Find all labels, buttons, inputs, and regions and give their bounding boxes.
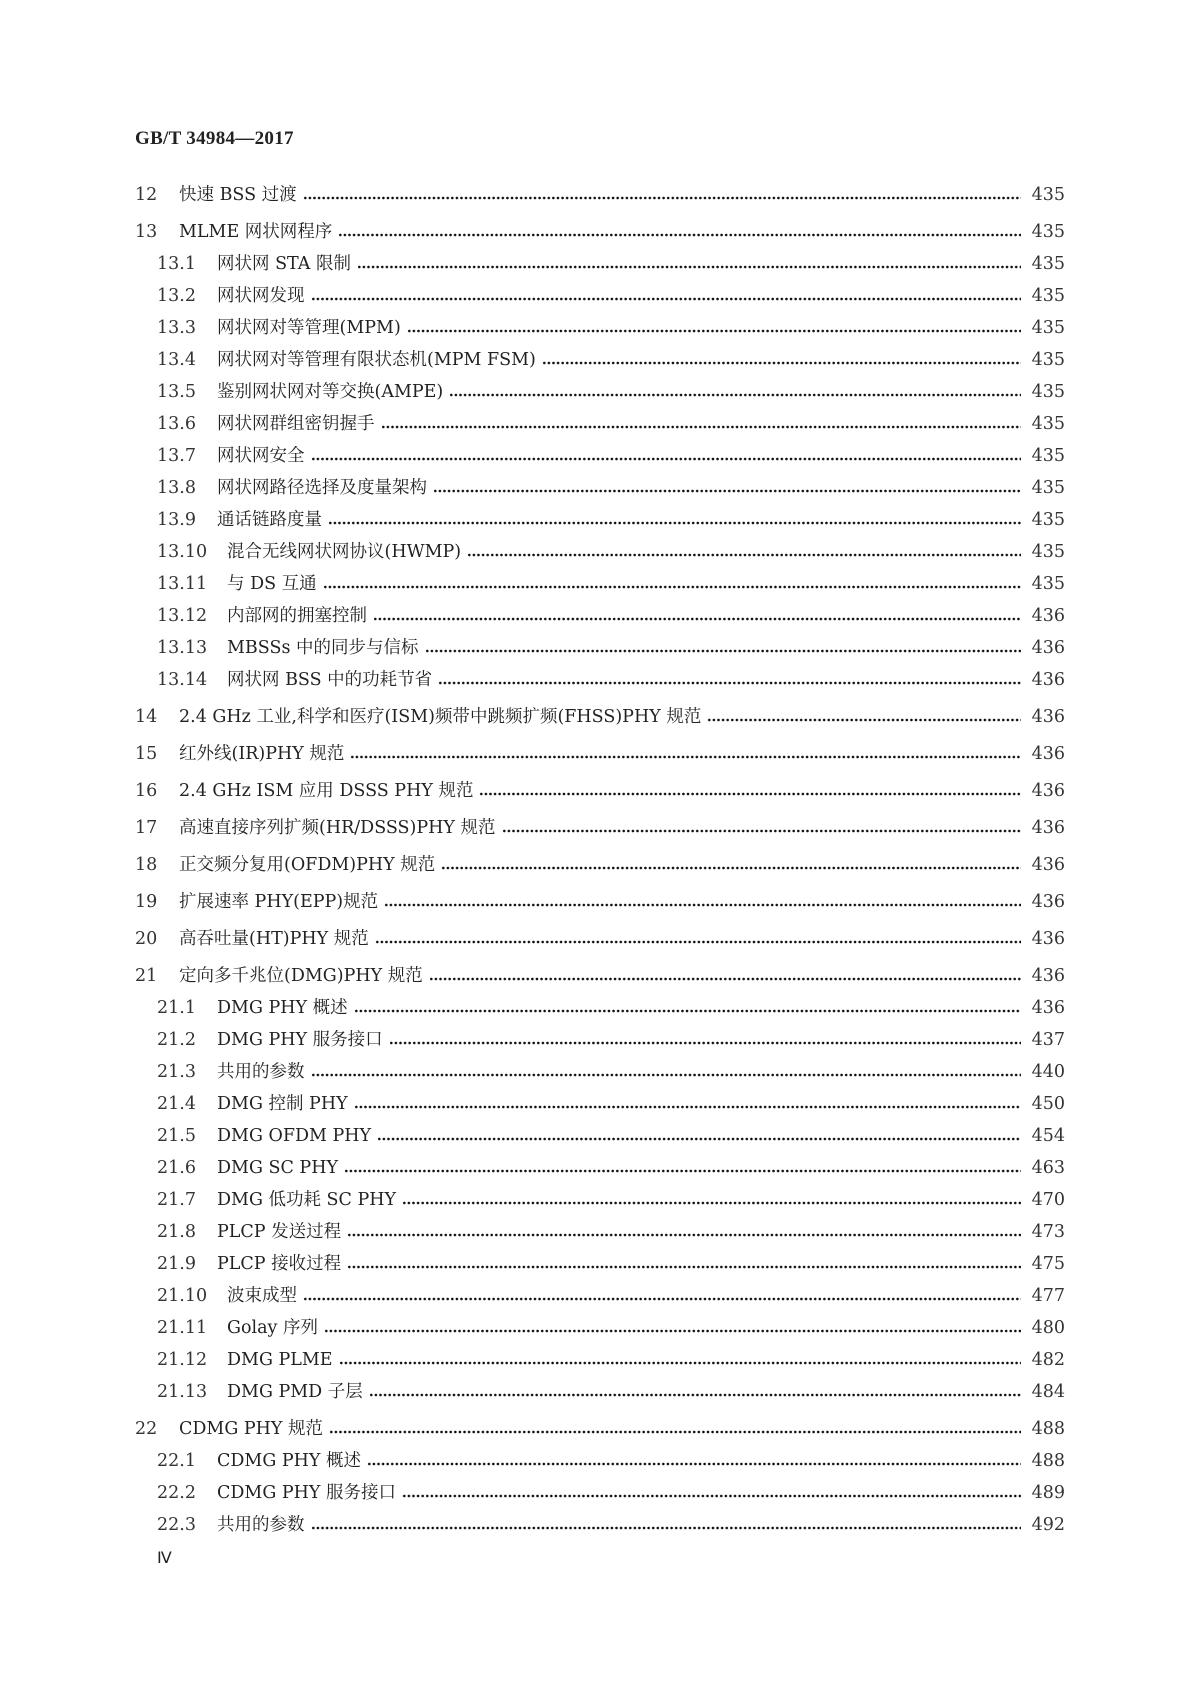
toc-entry-title: 网状网安全 (217, 440, 311, 472)
dot-leader (311, 296, 1022, 302)
toc-entry-title: 正交频分复用(OFDM)PHY 规范 (179, 849, 441, 881)
toc-entry-title: 网状网 STA 限制 (217, 248, 357, 280)
page-number-footer: Ⅳ (157, 1550, 172, 1567)
dot-leader (369, 1392, 1021, 1398)
toc-entry[interactable] (0, 536, 1191, 568)
toc-entry-number: 21.3 (157, 1062, 196, 1082)
toc-entry[interactable] (0, 1344, 1191, 1376)
dot-leader (381, 424, 1022, 430)
toc-entry[interactable] (0, 632, 1191, 664)
toc-entry-number: 21.1 (157, 998, 196, 1018)
dot-leader (375, 939, 1021, 945)
toc-entry[interactable] (0, 408, 1191, 440)
toc-entry-number: 13.10 (157, 542, 208, 562)
toc-entry-title: PLCP 接收过程 (217, 1248, 347, 1280)
toc-entry-title: DMG 控制 PHY (217, 1088, 354, 1120)
toc-entry-number: 22.1 (157, 1451, 196, 1471)
dot-leader (344, 1168, 1021, 1174)
toc-entry-title: 网状网路径选择及度量架构 (217, 472, 433, 504)
toc-entry-page: 436 (1031, 781, 1065, 801)
toc-entry-number: 13.13 (157, 638, 208, 658)
toc-entry-title: 快速 BSS 过渡 (179, 179, 303, 211)
toc-entry-number: 13.8 (157, 478, 196, 498)
toc-entry-title: 网状网对等管理有限状态机(MPM FSM) (217, 344, 542, 376)
toc-entry-number: 21.2 (157, 1030, 196, 1050)
toc-entry[interactable] (0, 1413, 1191, 1445)
toc-entry[interactable] (0, 312, 1191, 344)
toc-entry-page: 436 (1031, 818, 1065, 838)
toc-entry-title: 网状网 BSS 中的功耗节省 (227, 664, 438, 696)
toc-entry[interactable] (0, 1088, 1191, 1120)
toc-entry[interactable] (0, 344, 1191, 376)
toc-entry-page: 440 (1031, 1062, 1065, 1082)
toc-entry-page: 435 (1031, 350, 1065, 370)
toc-entry-title: 波束成型 (227, 1280, 303, 1312)
toc-entry-title: 网状网群组密钥握手 (217, 408, 381, 440)
toc-entry-title: 高吞吐量(HT)PHY 规范 (179, 923, 375, 955)
toc-entry[interactable] (0, 1445, 1191, 1477)
toc-entry-number: 22.3 (157, 1515, 196, 1535)
toc-entry-page: 435 (1031, 222, 1065, 242)
toc-entry-number: 13.9 (157, 510, 196, 530)
toc-entry-page: 435 (1031, 510, 1065, 530)
toc-entry[interactable] (0, 440, 1191, 472)
dot-leader (338, 232, 1021, 238)
toc-entry-number: 18 (135, 855, 158, 875)
dot-leader (407, 328, 1021, 334)
dot-leader (429, 976, 1021, 982)
toc-entry-number: 13.3 (157, 318, 196, 338)
toc-entry[interactable] (0, 1152, 1191, 1184)
toc-entry-title: CDMG PHY 服务接口 (217, 1477, 402, 1509)
toc-entry-title: MLME 网状网程序 (179, 216, 338, 248)
toc-entry[interactable] (0, 738, 1191, 770)
toc-entry-page: 463 (1031, 1158, 1065, 1178)
toc-entry-number: 12 (135, 185, 158, 205)
toc-entry-number: 21.6 (157, 1158, 196, 1178)
toc-entry-title: DMG SC PHY (217, 1152, 344, 1184)
toc-entry[interactable] (0, 1376, 1191, 1408)
toc-entry-page: 435 (1031, 185, 1065, 205)
dot-leader (449, 392, 1021, 398)
toc-entry-title: 高速直接序列扩频(HR/DSSS)PHY 规范 (179, 812, 502, 844)
dot-leader (502, 828, 1021, 834)
toc-entry-number: 16 (135, 781, 158, 801)
toc-entry-number: 21.12 (157, 1350, 208, 1370)
toc-entry-number: 13.6 (157, 414, 196, 434)
toc-entry-title: 内部网的拥塞控制 (227, 600, 373, 632)
toc-entry-title: DMG OFDM PHY (217, 1120, 377, 1152)
toc-entry-title: DMG PHY 服务接口 (217, 1024, 389, 1056)
toc-entry-page: 492 (1031, 1515, 1065, 1535)
toc-entry-number: 13.1 (157, 254, 196, 274)
dot-leader (467, 552, 1021, 558)
toc-entry[interactable] (0, 1248, 1191, 1280)
toc-entry-title: Golay 序列 (227, 1312, 324, 1344)
dot-leader (402, 1493, 1021, 1499)
toc-entry-title: MBSSs 中的同步与信标 (227, 632, 425, 664)
toc-entry[interactable] (0, 1477, 1191, 1509)
toc-entry-title: 鉴别网状网对等交换(AMPE) (217, 376, 449, 408)
toc-entry-page: 489 (1031, 1483, 1065, 1503)
toc-entry-page: 436 (1031, 929, 1065, 949)
toc-entry-page: 435 (1031, 318, 1065, 338)
toc-entry-number: 13.11 (157, 574, 208, 594)
toc-entry-page: 435 (1031, 286, 1065, 306)
dot-leader (357, 264, 1021, 270)
dot-leader (311, 456, 1022, 462)
toc-entry-number: 21.8 (157, 1222, 196, 1242)
toc-entry-number: 13.12 (157, 606, 208, 626)
dot-leader (323, 584, 1021, 590)
dot-leader (389, 1040, 1021, 1046)
toc-entry[interactable] (0, 248, 1191, 280)
toc-entry-page: 435 (1031, 574, 1065, 594)
toc-entry-title: 定向多千兆位(DMG)PHY 规范 (179, 960, 429, 992)
dot-leader (438, 680, 1021, 686)
toc-entry[interactable] (0, 1280, 1191, 1312)
dot-leader (377, 1136, 1021, 1142)
dot-leader (425, 648, 1022, 654)
toc-entry[interactable] (0, 701, 1191, 733)
toc-entry[interactable] (0, 280, 1191, 312)
dot-leader (441, 865, 1021, 871)
toc-entry-number: 13.14 (157, 670, 208, 690)
toc-entry-page: 436 (1031, 892, 1065, 912)
toc-entry[interactable] (0, 923, 1191, 955)
dot-leader (433, 488, 1021, 494)
toc-entry-page: 473 (1031, 1222, 1065, 1242)
toc-entry-page: 484 (1031, 1382, 1065, 1402)
toc-entry-page: 475 (1031, 1254, 1065, 1274)
toc-entry-title: 通话链路度量 (217, 504, 328, 536)
toc-entry-title: CDMG PHY 概述 (217, 1445, 367, 1477)
toc-entry-page: 450 (1031, 1094, 1065, 1114)
toc-entry[interactable] (0, 960, 1191, 992)
toc-entry-title: 红外线(IR)PHY 规范 (179, 738, 350, 770)
toc-entry-page: 436 (1031, 606, 1065, 626)
dot-leader (367, 1461, 1021, 1467)
toc-entry-title: DMG PHY 概述 (217, 992, 354, 1024)
toc-entry-page: 437 (1031, 1030, 1065, 1050)
toc-entry-page: 488 (1031, 1419, 1065, 1439)
dot-leader (329, 1429, 1021, 1435)
toc-entry-title: 2.4 GHz 工业,科学和医疗(ISM)频带中跳频扩频(FHSS)PHY 规范 (179, 701, 707, 733)
toc-entry-number: 21.13 (157, 1382, 208, 1402)
toc-entry-number: 15 (135, 744, 158, 764)
toc-entry[interactable] (0, 1056, 1191, 1088)
toc-entry-page: 435 (1031, 446, 1065, 466)
toc-entry-title: DMG 低功耗 SC PHY (217, 1184, 402, 1216)
toc-entry-number: 21.10 (157, 1286, 208, 1306)
toc-entry[interactable] (0, 664, 1191, 696)
toc-entry-number: 21.4 (157, 1094, 196, 1114)
dot-leader (303, 1296, 1021, 1302)
toc-entry-title: 与 DS 互通 (227, 568, 323, 600)
toc-entry[interactable] (0, 504, 1191, 536)
toc-entry-page: 435 (1031, 382, 1065, 402)
toc-entry-number: 21.11 (157, 1318, 208, 1338)
toc-entry-number: 13.5 (157, 382, 196, 402)
dot-leader (350, 754, 1021, 760)
toc-entry-title: PLCP 发送过程 (217, 1216, 347, 1248)
toc-entry-page: 435 (1031, 478, 1065, 498)
toc-entry-number: 13.7 (157, 446, 196, 466)
dot-leader (328, 520, 1021, 526)
toc-entry[interactable] (0, 886, 1191, 918)
toc-entry[interactable] (0, 216, 1191, 248)
standard-number-header: GB/T 34984—2017 (135, 128, 294, 149)
toc-entry-page: 436 (1031, 670, 1065, 690)
toc-entry-title: CDMG PHY 规范 (179, 1413, 329, 1445)
dot-leader (311, 1072, 1022, 1078)
toc-entry[interactable] (0, 1024, 1191, 1056)
dot-leader (354, 1008, 1021, 1014)
toc-entry-page: 436 (1031, 638, 1065, 658)
toc-entry-title: DMG PMD 子层 (227, 1376, 369, 1408)
toc-entry[interactable] (0, 992, 1191, 1024)
dot-leader (373, 616, 1021, 622)
toc-entry-page: 470 (1031, 1190, 1065, 1210)
toc-entry-number: 22.2 (157, 1483, 196, 1503)
toc-entry-page: 435 (1031, 254, 1065, 274)
toc-entry-number: 21.9 (157, 1254, 196, 1274)
toc-entry-title: 共用的参数 (217, 1509, 311, 1541)
toc-entry-page: 454 (1031, 1126, 1065, 1146)
dot-leader (324, 1328, 1021, 1334)
toc-entry-number: 22 (135, 1419, 158, 1439)
dot-leader (384, 902, 1021, 908)
toc-entry-page: 436 (1031, 966, 1065, 986)
toc-entry[interactable] (0, 1312, 1191, 1344)
toc-entry-page: 488 (1031, 1451, 1065, 1471)
toc-entry-page: 436 (1031, 744, 1065, 764)
dot-leader (303, 195, 1021, 201)
toc-entry-page: 480 (1031, 1318, 1065, 1338)
toc-entry-title: 混合无线网状网协议(HWMP) (227, 536, 467, 568)
toc-entry[interactable] (0, 1216, 1191, 1248)
toc-entry-title: 网状网对等管理(MPM) (217, 312, 407, 344)
dot-leader (347, 1264, 1021, 1270)
dot-leader (311, 1525, 1022, 1531)
toc-entry-number: 19 (135, 892, 158, 912)
toc-entry-page: 436 (1031, 855, 1065, 875)
table-of-contents (0, 179, 1191, 1541)
toc-entry-number: 13.4 (157, 350, 196, 370)
toc-entry-page: 436 (1031, 707, 1065, 727)
toc-entry[interactable] (0, 472, 1191, 504)
toc-entry-title: DMG PLME (227, 1344, 339, 1376)
dot-leader (339, 1360, 1021, 1366)
toc-entry-page: 435 (1031, 542, 1065, 562)
dot-leader (354, 1104, 1021, 1110)
toc-entry-page: 482 (1031, 1350, 1065, 1370)
toc-entry[interactable] (0, 775, 1191, 807)
toc-entry-title: 扩展速率 PHY(EPP)规范 (179, 886, 384, 918)
dot-leader (542, 360, 1021, 366)
dot-leader (707, 717, 1021, 723)
toc-entry[interactable] (0, 568, 1191, 600)
toc-entry-number: 20 (135, 929, 158, 949)
toc-entry[interactable] (0, 600, 1191, 632)
toc-entry[interactable] (0, 1509, 1191, 1541)
toc-entry-number: 21.5 (157, 1126, 196, 1146)
toc-entry[interactable] (0, 1120, 1191, 1152)
toc-entry-number: 21 (135, 966, 158, 986)
dot-leader (347, 1232, 1021, 1238)
toc-entry-number: 21.7 (157, 1190, 196, 1210)
toc-entry[interactable] (0, 849, 1191, 881)
toc-entry[interactable] (0, 812, 1191, 844)
toc-entry[interactable] (0, 1184, 1191, 1216)
toc-entry[interactable] (0, 376, 1191, 408)
toc-entry-number: 17 (135, 818, 158, 838)
toc-entry[interactable] (0, 179, 1191, 211)
toc-entry-number: 14 (135, 707, 158, 727)
toc-entry-title: 2.4 GHz ISM 应用 DSSS PHY 规范 (179, 775, 479, 807)
toc-entry-title: 共用的参数 (217, 1056, 311, 1088)
toc-entry-number: 13.2 (157, 286, 196, 306)
toc-entry-number: 13 (135, 222, 158, 242)
toc-entry-title: 网状网发现 (217, 280, 311, 312)
toc-entry-page: 477 (1031, 1286, 1065, 1306)
toc-entry-page: 435 (1031, 414, 1065, 434)
dot-leader (402, 1200, 1021, 1206)
dot-leader (479, 791, 1021, 797)
toc-entry-page: 436 (1031, 998, 1065, 1018)
